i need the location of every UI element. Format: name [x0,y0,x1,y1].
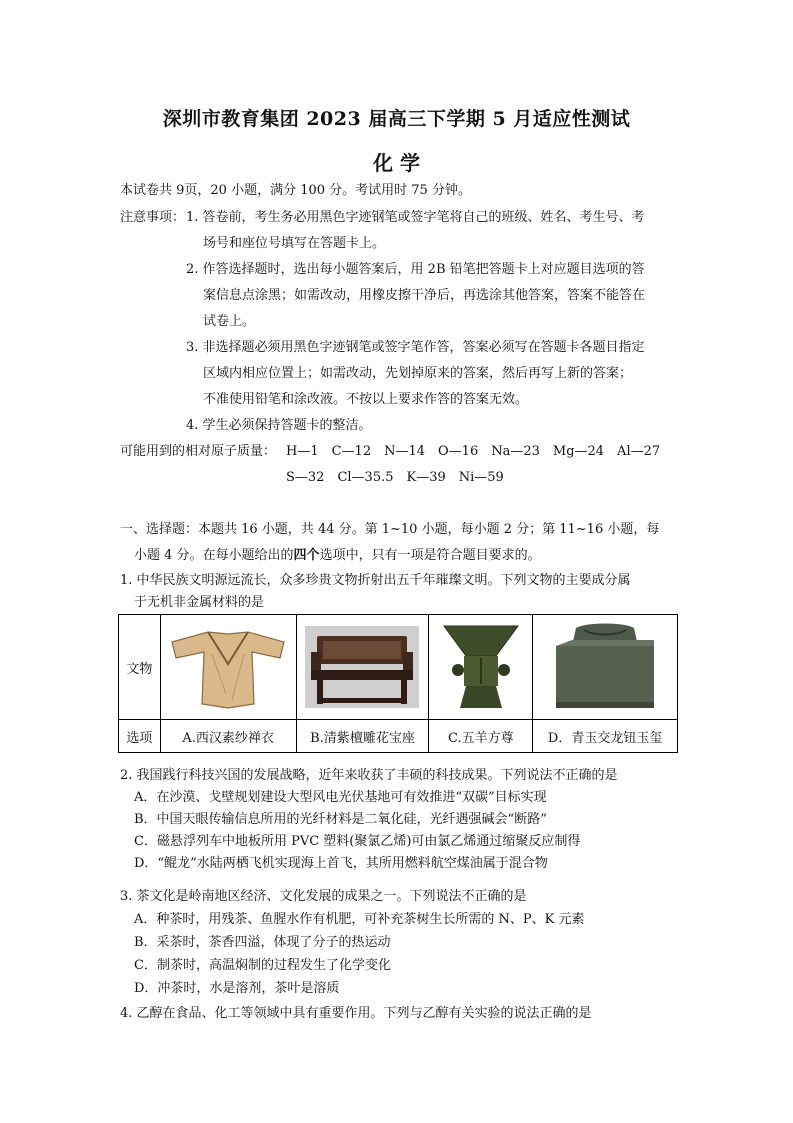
page-title: 深圳市教育集团 2023 届高三下学期 5 月适应性测试 [162,108,631,130]
artifact-b-image-cell [296,615,429,720]
q2-option-a: A．在沙漠、戈壁规划建设大型风电光伏基地可有效推进“双碳”目标实现 [134,790,547,805]
section1-text-c: 选项中，只有一项是符合题目要求的。 [319,548,541,563]
q2-option-c: C．磁悬浮列车中地板所用 PVC 塑料(聚氯乙烯)可由氯乙烯通过缩聚反应制得 [134,834,581,849]
section1-text-bold: 四个 [293,548,320,563]
notice-item-3-line2: 区域内相应位置上；如需改动，先划掉原来的答案，然后再写上新的答案； [203,366,633,381]
silk-robe-image [168,624,288,710]
artifact-c-image-cell [429,615,533,720]
q3-option-a: A．种茶时，用残茶、鱼腥水作有机肥，可补充茶树生长所需的 N、P、K 元素 [134,912,585,927]
notice-item-3-line1: 3. 非选择题必须用黑色字迹钢笔或签字笔作答，答案必须写在答题卡各题目指定 [186,340,645,355]
option-b: B.清紫檀雕花宝座 [296,720,429,753]
notice-item-3-line3: 不准使用铅笔和涂改液。不按以上要求作答的答案无效。 [203,392,529,407]
section1-heading-line2 [134,547,541,565]
option-a: A.西汉素纱禅衣 [160,720,296,753]
option-c: C.五羊方尊 [429,720,533,753]
notice-item-2-line2: 案信息点涂黑；如需改动，用橡皮擦干净后，再选涂其他答案，答案不能答在 [203,288,646,303]
notice-label: 注意事项： [120,210,186,225]
section1-text-a: 小题 4 分。在每小题给出的 [134,548,294,563]
atomic-mass-label: 可能用到的相对原子质量： [120,444,277,459]
artifact-a-image-cell [160,615,296,720]
exam-intro: 本试卷共 9页，20 小题，满分 100 分。考试用时 75 分钟。 [120,183,471,198]
q1-stem-line1: 1. 中华民族文明源远流长，众多珍贵文物折射出五千年璀璨文明。下列文物的主要成分属 [120,573,631,588]
subject-title: 化 学 [373,151,420,175]
q3-option-c: C．制茶时，高温焖制的过程发生了化学变化 [134,958,391,973]
q2-option-b: B．中国天眼传输信息所用的光纤材料是二氧化硅，光纤遇强碱会“断路” [134,812,547,827]
artifact-table [118,614,678,753]
option-row-header: 选项 [119,720,161,753]
atomic-mass-line2: S—32 Cl—35.5 K—39 Ni—59 [286,470,504,485]
notice-item-2-line3: 试卷上。 [203,314,256,329]
five-ram-zun-image [438,622,524,712]
q3-stem: 3. 茶文化是岭南地区经济、文化发展的成果之一。下列说法不正确的是 [120,889,527,904]
q3-option-d: D．冲茶时，水是溶剂，茶叶是溶质 [134,981,340,996]
notice-item-2-line1: 2. 作答选择题时，选出每小题答案后，用 2B 铅笔把答题卡上对应题目选项的答 [186,262,645,277]
artifact-row-header: 文物 [119,615,161,720]
notice-item-1-line1: 1. 答卷前，考生务必用黑色字迹钢笔或签字笔将自己的班级、姓名、考生号、考 [186,210,645,225]
artifact-d-image-cell [533,615,678,720]
q2-stem: 2. 我国践行科技兴国的发展战略，近年来收获了丰硕的科技成果。下列说法不正确的是 [120,768,618,783]
q1-stem-line2: 于无机非金属材料的是 [134,595,265,610]
q3-option-b: B．采茶时，茶香四溢，体现了分子的热运动 [134,935,391,950]
rosewood-throne-image [303,624,421,710]
atomic-mass-line1: H—1 C—12 N—14 O—16 Na—23 Mg—24 Al—27 [286,444,661,459]
q2-option-d: D．“鲲龙”水陆两栖飞机实现海上首飞，其所用燃料航空煤油属于混合物 [134,856,548,871]
notice-item-1-line2: 场号和座位号填写在答题卡上。 [203,236,386,251]
section1-heading-line1: 一、选择题：本题共 16 小题，共 44 分。第 1~10 小题，每小题 2 分；第 11~16 小题，每 [120,522,660,537]
option-d: D．青玉交龙钮玉玺 [533,720,678,753]
q4-stem: 4. 乙醇在食品、化工等领域中具有重要作用。下列与乙醇有关实验的说法正确的是 [120,1006,592,1021]
jade-seal-image [546,622,664,712]
notice-item-4: 4. 学生必须保持答题卡的整洁。 [186,418,372,433]
